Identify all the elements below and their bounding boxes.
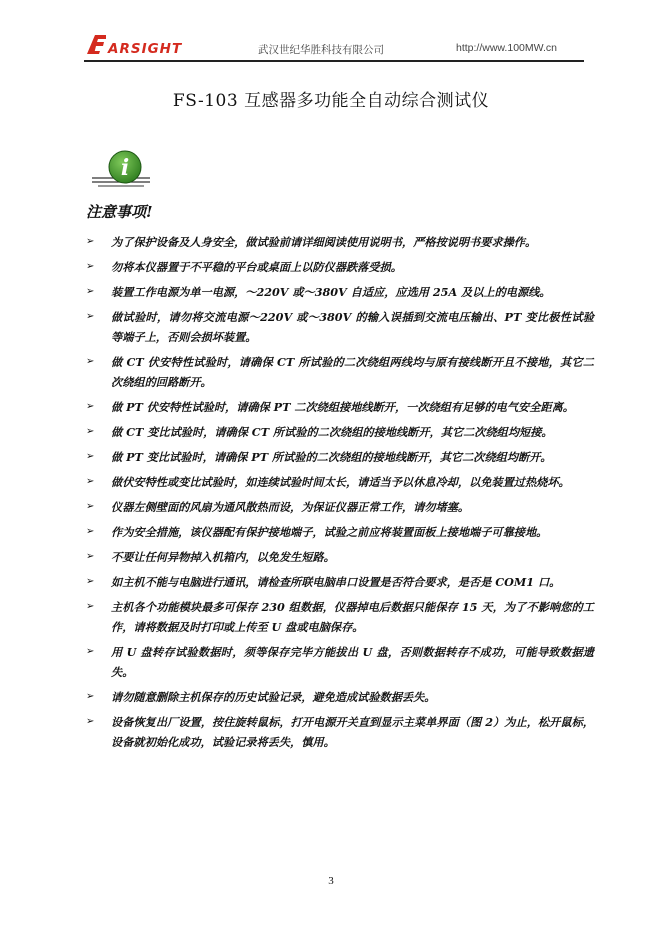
note-text: 用 U 盘转存试验数据时，须等保存完毕方能拔出 U 盘，否则数据转存不成功，可能导致数据遗失。 <box>111 645 594 679</box>
bullet-icon: ➢ <box>86 356 95 367</box>
note-text: 勿将本仪器置于不平稳的平台或桌面上以防仪器跌落受损。 <box>111 260 402 274</box>
bullet-icon: ➢ <box>86 691 95 702</box>
page-number: 3 <box>328 875 334 887</box>
note-item <box>86 352 594 392</box>
note-text: 设备恢复出厂设置，按住旋转鼠标，打开电源开关直到显示主菜单界面（图 2）为止，松开鼠标，设备就初始化成功，试验记录将丢失，慎用。 <box>111 715 594 749</box>
bullet-icon: ➢ <box>86 526 95 537</box>
company-url: http://www.100MW.cn <box>456 42 557 54</box>
note-text: 为了保护设备及人身安全，做试验前请详细阅读使用说明书，严格按说明书要求操作。 <box>111 235 537 249</box>
note-item <box>86 307 594 347</box>
note-item <box>86 282 594 302</box>
company-logo <box>86 32 186 56</box>
note-item <box>86 472 594 492</box>
note-text: 如主机不能与电脑进行通讯，请检查所联电脑串口设置是否符合要求，是否是 COM1 口。 <box>111 575 561 589</box>
note-text: 做 CT 伏安特性试验时，请确保 CT 所试验的二次绕组两线均与原有接线断开且不接地，其它二次绕组的回路断开。 <box>111 355 594 389</box>
note-text: 请勿随意删除主机保存的历史试验记录，避免造成试验数据丢失。 <box>111 690 436 704</box>
note-text: 做伏安特性或变比试验时，如连续试验时间太长，请适当予以休息冷却，以免装置过热烧坏。 <box>111 475 570 489</box>
svg-text:i: i <box>120 155 130 181</box>
bullet-icon: ➢ <box>86 311 95 322</box>
bullet-icon: ➢ <box>86 716 95 727</box>
info-icon <box>90 148 154 194</box>
note-text: 做 CT 变比试验时，请确保 CT 所试验的二次绕组的接地线断开，其它二次绕组均短接。 <box>111 425 553 439</box>
document-title: FS-103 互感器多功能全自动综合测试仪 <box>172 91 490 111</box>
company-name: 武汉世纪华胜科技有限公司 <box>258 44 384 56</box>
bullet-icon: ➢ <box>86 601 95 612</box>
bullet-icon: ➢ <box>86 646 95 657</box>
note-text: 做 PT 伏安特性试验时，请确保 PT 二次绕组接地线断开，一次绕组有足够的电气安全距离。 <box>111 400 574 414</box>
page-header <box>84 30 584 62</box>
bullet-icon: ➢ <box>86 451 95 462</box>
note-item <box>86 397 594 417</box>
note-text: 装置工作电源为单一电源，～220V 或～380V 自适应，应选用 25A 及以上的电源线。 <box>111 285 551 299</box>
note-item <box>86 687 594 707</box>
logo-text: ARSIGHT <box>108 41 183 56</box>
bullet-icon: ➢ <box>86 501 95 512</box>
note-text: 做 PT 变比试验时，请确保 PT 所试验的二次绕组的接地线断开，其它二次绕组均断开。 <box>111 450 552 464</box>
note-text: 作为安全措施，该仪器配有保护接地端子，试验之前应将装置面板上接地端子可靠接地。 <box>111 525 548 539</box>
bullet-icon: ➢ <box>86 286 95 297</box>
note-text: 做试验时，请勿将交流电源～220V 或～380V 的输入误插到交流电压输出、PT 变比极性试验等端子上，否则会损坏装置。 <box>111 310 594 344</box>
note-item <box>86 547 594 567</box>
note-item <box>86 597 594 637</box>
bullet-icon: ➢ <box>86 576 95 587</box>
note-text: 仪器左侧壁面的风扇为通风散热而设，为保证仪器正常工作，请勿堵塞。 <box>111 500 470 514</box>
notice-heading: 注意事项! <box>86 203 153 221</box>
note-item <box>86 257 594 277</box>
bullet-icon: ➢ <box>86 426 95 437</box>
bullet-icon: ➢ <box>86 261 95 272</box>
note-item <box>86 232 594 252</box>
note-item <box>86 447 594 467</box>
note-text: 不要让任何异物掉入机箱内，以免发生短路。 <box>111 550 335 564</box>
note-item <box>86 572 594 592</box>
note-item <box>86 497 594 517</box>
notes-list <box>86 232 594 757</box>
note-text: 主机各个功能模块最多可保存 230 组数据，仪器掉电后数据只能保存 15 天，为了不影响您的工作，请将数据及时打印或上传至 U 盘或电脑保存。 <box>111 600 594 634</box>
note-item <box>86 712 594 752</box>
bullet-icon: ➢ <box>86 401 95 412</box>
note-item <box>86 422 594 442</box>
bullet-icon: ➢ <box>86 551 95 562</box>
bullet-icon: ➢ <box>86 476 95 487</box>
bullet-icon: ➢ <box>86 236 95 247</box>
note-item <box>86 522 594 542</box>
note-item <box>86 642 594 682</box>
